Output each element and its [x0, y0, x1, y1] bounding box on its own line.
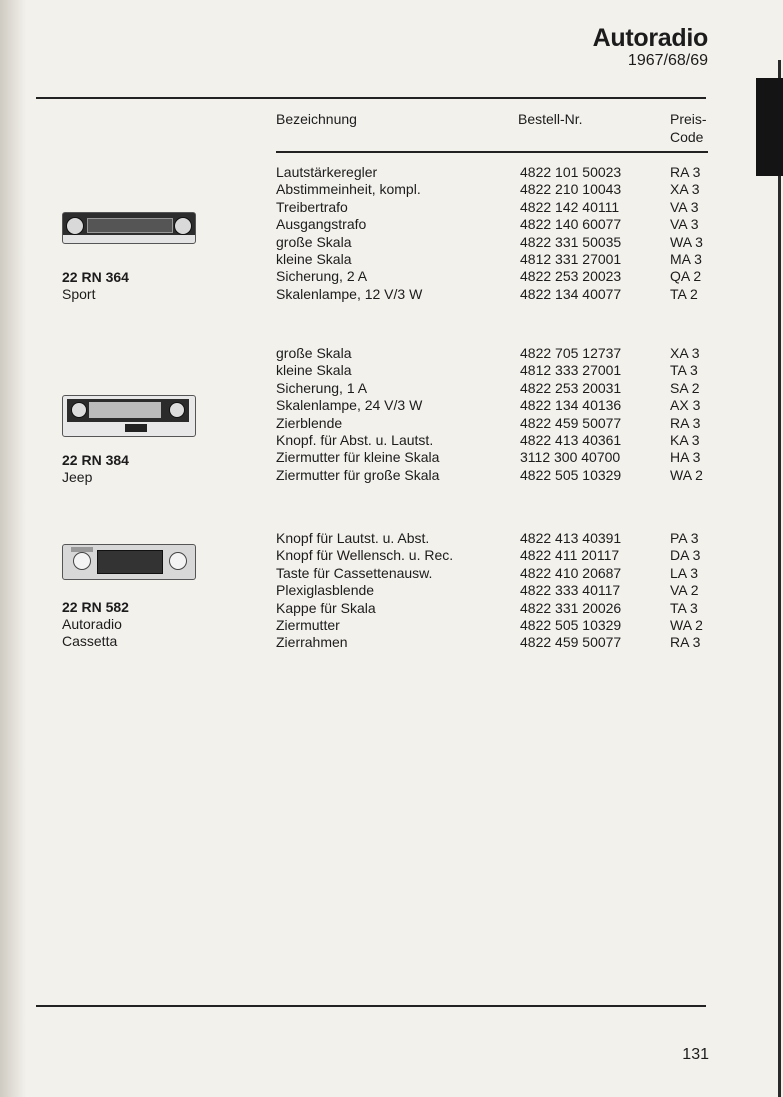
order-number: 4822 505 10329 [520, 466, 622, 483]
part-name: Sicherung, 2 A [276, 268, 368, 285]
tuning-scale [89, 402, 161, 418]
part-name: Plexiglasblende [276, 582, 375, 599]
price-code: XA 3 [670, 345, 700, 361]
part-name: Ziermutter für kleine Skala [276, 449, 440, 466]
knob-icon [71, 402, 87, 418]
knob-icon [73, 552, 91, 570]
column-header-preis-line2: Code [670, 129, 704, 145]
part-name: Zierrahmen [276, 634, 348, 651]
order-number: 4822 705 12737 [520, 345, 622, 361]
thumb-index-tab [756, 78, 783, 176]
order-number: 4822 101 50023 [520, 164, 622, 180]
table-row [276, 617, 716, 634]
table-row [276, 467, 716, 484]
price-code: MA 3 [670, 250, 702, 267]
price-code: XA 3 [670, 181, 700, 198]
table-row [276, 251, 716, 268]
part-name: Abstimmeinheit, kompl. [276, 181, 421, 198]
order-number: 4812 333 27001 [520, 362, 622, 379]
part-name: Sicherung, 1 A [276, 379, 368, 396]
radio-image-22rn384 [62, 395, 196, 437]
price-code: VA 2 [670, 582, 699, 599]
order-number: 4822 331 50035 [520, 233, 622, 250]
page-number: 131 [682, 1046, 709, 1063]
table-row [276, 582, 716, 599]
price-code: WA 2 [670, 466, 703, 483]
price-code: TA 2 [670, 285, 698, 302]
part-name: Ziermutter für große Skala [276, 466, 440, 483]
part-name: Ziermutter [276, 616, 340, 633]
part-name: Knopf für Lautst. u. Abst. [276, 530, 430, 546]
page-title: Autoradio [592, 24, 708, 52]
order-number: 4822 333 40117 [520, 582, 621, 599]
order-number: 4822 410 20687 [520, 564, 622, 581]
part-name: Treibertrafo [276, 198, 348, 215]
price-code: PA 3 [670, 530, 699, 546]
knob-icon [174, 217, 192, 235]
order-number: 4822 134 40136 [520, 397, 622, 414]
table-row [276, 530, 716, 547]
table-row [276, 268, 716, 285]
order-number: 4822 413 40391 [520, 530, 622, 546]
price-code: TA 3 [670, 362, 698, 379]
model-code: 22 RN 364 [62, 269, 129, 285]
button-block [125, 424, 147, 432]
table-row [276, 362, 716, 379]
table-row [276, 216, 716, 233]
part-name: kleine Skala [276, 362, 352, 379]
bottom-divider [36, 1005, 706, 1007]
model-label [62, 452, 129, 486]
part-name: Knopf. für Abst. u. Lautst. [276, 431, 434, 448]
column-header-preis-line1: Preis- [670, 111, 707, 127]
order-number: 4822 134 40077 [520, 285, 622, 302]
part-name: große Skala [276, 233, 352, 250]
order-number: 4822 459 50077 [520, 414, 622, 431]
price-code: SA 2 [670, 379, 700, 396]
table-row [276, 547, 716, 564]
table-row [276, 234, 716, 251]
order-number: 4812 331 27001 [520, 250, 622, 267]
order-number: 4822 413 40361 [520, 431, 622, 448]
column-header-preiscode [670, 110, 707, 146]
part-name: Taste für Cassettenausw. [276, 564, 433, 581]
model-code: 22 RN 384 [62, 452, 129, 468]
knob-icon [169, 402, 185, 418]
model-name: Jeep [62, 469, 93, 485]
price-code: QA 2 [670, 268, 702, 285]
table-row [276, 397, 716, 414]
front-strip [63, 235, 195, 243]
header-divider [276, 151, 708, 153]
order-number: 4822 505 10329 [520, 616, 622, 633]
order-number: 4822 142 40111 [520, 198, 620, 215]
order-number: 4822 210 10043 [520, 181, 622, 198]
price-code: KA 3 [670, 431, 700, 448]
order-number: 4822 140 60077 [520, 216, 622, 233]
top-divider [36, 97, 706, 99]
binding-edge-line [778, 60, 781, 1097]
order-number: 4822 459 50077 [520, 634, 622, 651]
part-name: Zierblende [276, 414, 343, 431]
part-name: Skalenlampe, 24 V/3 W [276, 397, 423, 414]
knob-icon [66, 217, 84, 235]
model-label [62, 269, 129, 303]
table-row [276, 600, 716, 617]
table-row [276, 286, 716, 303]
model-label [62, 599, 129, 650]
part-name: kleine Skala [276, 250, 352, 267]
price-code: RA 3 [670, 414, 701, 431]
table-row [276, 415, 716, 432]
page-years: 1967/68/69 [627, 52, 708, 69]
order-number: 4822 331 20026 [520, 599, 622, 616]
part-name: Kappe für Skala [276, 599, 376, 616]
radio-image-22rn364 [62, 212, 196, 244]
model-name: Cassetta [62, 633, 118, 649]
order-number: 4822 253 20023 [520, 268, 622, 285]
table-row [276, 345, 716, 362]
price-code: VA 3 [670, 216, 699, 233]
price-code: WA 3 [670, 233, 703, 250]
parts-table [276, 530, 716, 652]
column-header-bestellnr: Bestell-Nr. [518, 111, 583, 127]
table-row [276, 565, 716, 582]
cassette-slot [97, 550, 163, 574]
order-number: 4822 253 20031 [520, 379, 622, 396]
table-row [276, 432, 716, 449]
part-name: Skalenlampe, 12 V/3 W [276, 285, 423, 302]
price-code: RA 3 [670, 164, 701, 180]
price-code: WA 2 [670, 616, 703, 633]
table-row [276, 634, 716, 651]
price-code: AX 3 [670, 397, 701, 414]
page-edge-shadow [0, 0, 26, 1097]
knob-icon [169, 552, 187, 570]
order-number: 4822 411 20117 [520, 547, 620, 564]
table-row [276, 449, 716, 466]
part-name: große Skala [276, 345, 352, 361]
price-code: DA 3 [670, 547, 701, 564]
column-header-bezeichnung: Bezeichnung [276, 111, 357, 127]
price-code: TA 3 [670, 599, 698, 616]
radio-image-22rn582 [62, 544, 196, 580]
tuning-scale [87, 218, 173, 233]
table-row [276, 181, 716, 198]
table-row [276, 199, 716, 216]
parts-table [276, 164, 716, 303]
model-code: 22 RN 582 [62, 599, 129, 615]
price-code: VA 3 [670, 198, 699, 215]
part-name: Knopf für Wellensch. u. Rec. [276, 547, 454, 564]
model-name: Autoradio [62, 616, 122, 632]
table-row [276, 164, 716, 181]
table-row [276, 380, 716, 397]
parts-table [276, 345, 716, 484]
price-code: LA 3 [670, 564, 699, 581]
part-name: Lautstärkeregler [276, 164, 378, 180]
price-code: HA 3 [670, 449, 701, 466]
part-name: Ausgangstrafo [276, 216, 367, 233]
price-code: RA 3 [670, 634, 701, 651]
order-number: 3112 300 40700 [520, 449, 621, 466]
model-name: Sport [62, 286, 96, 302]
